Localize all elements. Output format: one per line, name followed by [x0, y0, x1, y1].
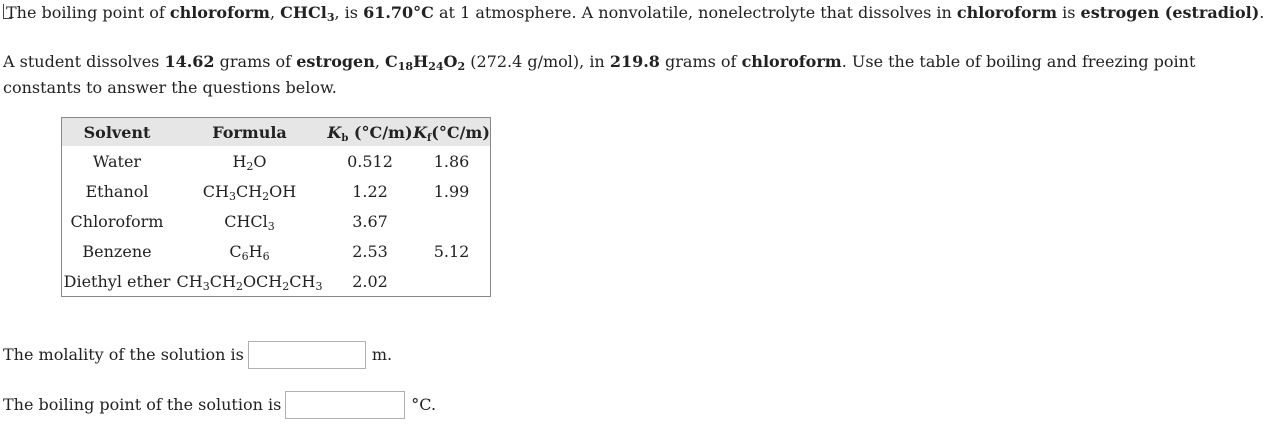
solute-formula: $C_{18}H_{24}O_2$: [385, 52, 466, 73]
boiling-point-input[interactable]: [285, 391, 405, 419]
table-row: Chloroform CHCl$_3$ 3.67: [70, 211, 388, 233]
problem-paragraph: A student dissolves 14.62 grams of estrogen, $C_{18}H_{24}O_2$ (272.4 g/mol), in 219.8 grams of chloroform. Use the table of boiling and freezing point constants to answer the questions below.: [3, 52, 1196, 97]
molality-input[interactable]: [248, 341, 366, 369]
header-solvent: Solvent: [62, 118, 173, 147]
molality-question: The molality of the solution is m.: [3, 341, 392, 369]
table-row: Water $H_2O$ 0.512 1.86: [92, 151, 470, 173]
constants-table: [61, 117, 491, 297]
boiling-point-question: The boiling point of the solution is °C.: [3, 391, 436, 419]
table-row: Benzene $C_6H_6$ 2.53 5.12: [82, 241, 470, 263]
header-formula: Formula: [172, 118, 327, 147]
intro-paragraph: The boiling point of chloroform, CHCl$_3$, is 61.70°C at 1 atmosphere. A nonvolatile, nonelectrolyte that dissolves in chloroform is estrogen (estradiol).: [3, 2, 1263, 24]
table-row: Diethyl ether $CH_3CH_2OCH_2CH_3$ 2.02: [63, 271, 388, 293]
table-row: Ethanol $CH_3CH_2OH$ 1.22 1.99: [85, 181, 470, 203]
header-kb: $K_b$ (°C/m): [327, 118, 413, 147]
table-header-row: [62, 118, 491, 147]
solvent-formula: CHCl$_3$: [280, 3, 335, 24]
header-kf: $K_f(^\circ C/m)$: [413, 118, 491, 147]
